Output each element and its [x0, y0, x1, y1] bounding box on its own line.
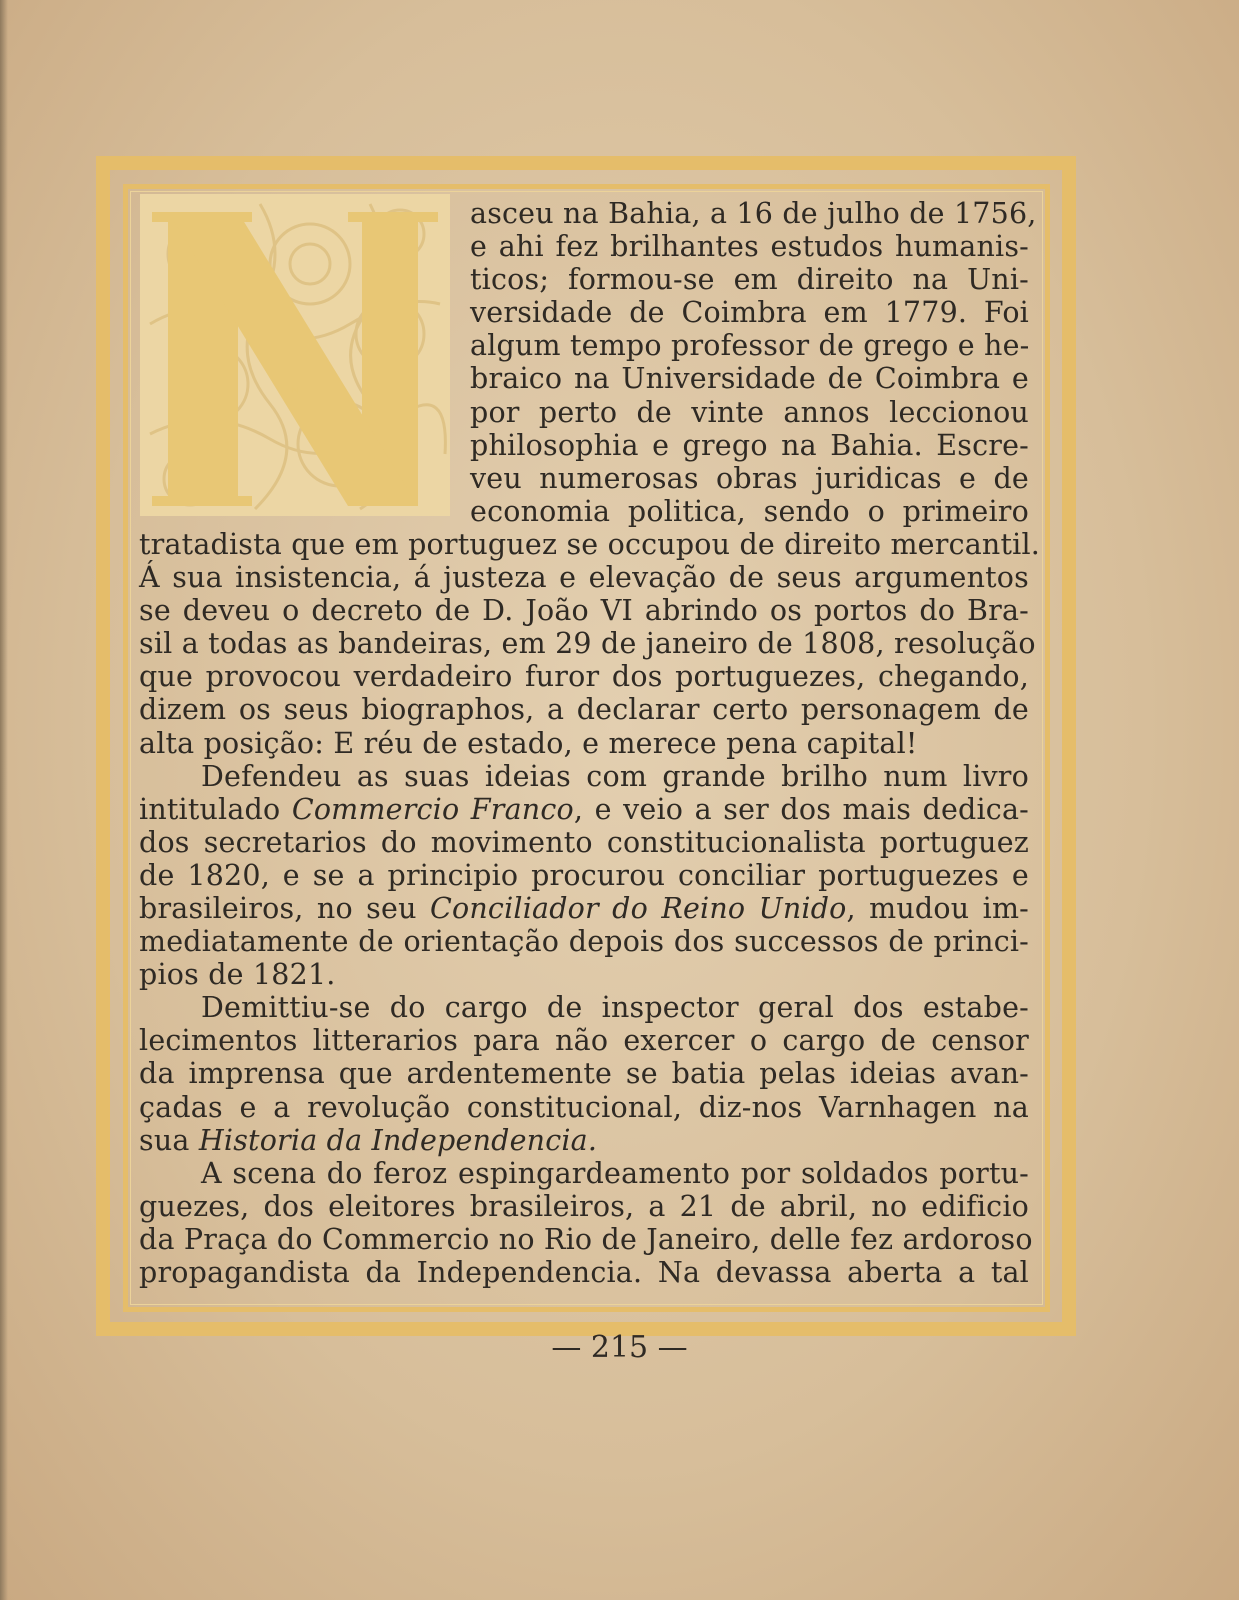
text-line: dizem os seus biographos, a declarar certo personagem de: [139, 693, 1029, 727]
text-line: mediatamente de orientação depois dos successos de princi-: [139, 925, 1029, 959]
text-line: [139, 793, 1029, 826]
text-line: philosophia e grego na Bahia. Escre-: [470, 428, 1029, 462]
text-line: veu numerosas obras juridicas e de: [470, 461, 1029, 495]
text-line: que provocou verdadeiro furor dos portuguezes, chegando,: [139, 660, 1029, 694]
book-title-italic: Conciliador do Reino Unido: [429, 891, 847, 925]
page-number: — 215 —: [551, 1330, 688, 1365]
body-text: [139, 197, 1041, 1289]
text-line: por perto de vinte annos leccionou: [470, 395, 1029, 429]
text-line: çadas e a revolução constitucional, diz-nos Varnhagen na: [139, 1090, 1029, 1124]
text-line: da imprensa que ardentemente se batia pelas ideias avan-: [139, 1057, 1029, 1091]
text-line: lecimentos litterarios para não exercer o cargo de censor: [139, 1024, 1029, 1058]
text-line: alta posição: E réu de estado, e merece pena capital!: [139, 726, 918, 760]
text-line: e ahi fez brilhantes estudos humanis-: [470, 230, 1029, 264]
text-line: sil a todas as bandeiras, em 29 de janeiro de 1808, resolução: [139, 627, 1036, 661]
text-line: Demittiu-se do cargo de inspector geral dos estabe-: [201, 991, 1029, 1025]
text-line: se deveu o decreto de D. João VI abrindo os portos do Bra-: [139, 594, 1029, 628]
text-line: [139, 1124, 1029, 1157]
book-title-italic: Commercio Franco: [291, 792, 574, 826]
text-line: da Praça do Commercio no Rio de Janeiro, delle fez ardoroso: [139, 1222, 1033, 1256]
text-segment: sua: [139, 1123, 199, 1157]
text-line: algum tempo professor de grego e he-: [470, 329, 1030, 363]
text-line: guezes, dos eleitores brasileiros, a 21 de abril, no edificio: [139, 1189, 1029, 1223]
text-line: versidade de Coimbra em 1779. Foi: [470, 296, 1029, 330]
text-line: economia politica, sendo o primeiro: [470, 494, 1029, 528]
text-line: A scena do feroz espingardeamento por soldados portu-: [201, 1156, 1029, 1190]
text-segment: , e veio a ser dos mais dedica-: [573, 792, 1029, 826]
text-line: braico na Universidade de Coimbra e: [470, 362, 1029, 396]
text-line: tratadista que em portuguez se occupou de direito mercantil.: [139, 527, 1041, 561]
text-line: de 1820, e se a principio procurou conciliar portuguezes e: [139, 858, 1029, 892]
svg-text:N: N: [290, 386, 300, 397]
text-segment: intitulado: [139, 792, 292, 826]
text-segment: brasileiros, no seu: [139, 891, 430, 925]
text-line: [139, 892, 1029, 925]
text-line: dos secretarios do movimento constitucionalista portuguez: [139, 825, 1029, 859]
book-title-italic: Historia da Independencia.: [198, 1123, 598, 1157]
text-line: Á sua insistencia, á justeza e elevação de seus argumentos: [139, 561, 1029, 595]
text-line: propagandista da Independencia. Na devassa aberta a tal: [139, 1256, 1029, 1289]
text-line: asceu na Bahia, a 16 de julho de 1756,: [470, 197, 1037, 230]
text-line: ticos; formou-se em direito na Uni-: [470, 263, 1029, 297]
text-segment: , mudou im-: [846, 891, 1029, 925]
text-line: Defendeu as suas ideias com grande brilho num livro: [201, 759, 1029, 793]
text-line: pios de 1821.: [139, 958, 336, 992]
